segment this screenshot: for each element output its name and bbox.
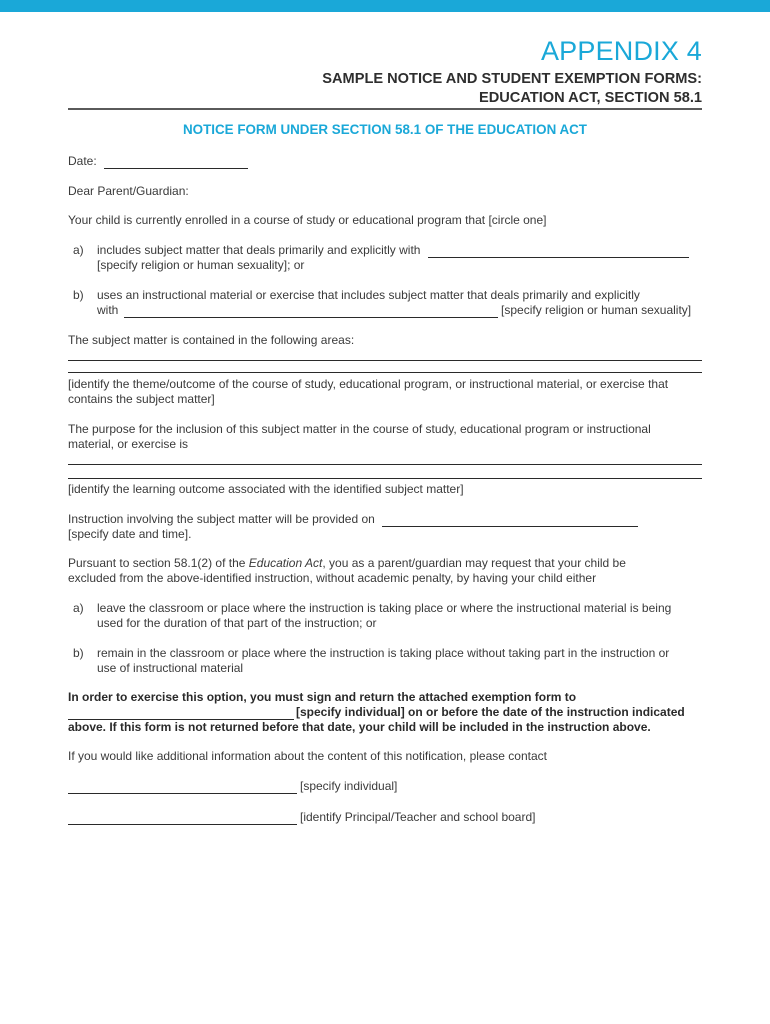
choice-b-line-2: use of instructional material [97,661,244,675]
choice-b-letter: b) [73,646,84,660]
areas-note-line-2: contains the subject matter] [68,392,215,406]
contact-individual-label: [specify individual] [300,779,398,793]
areas-label: The subject matter is contained in the following areas: [68,333,355,347]
return-instruction-line-1: In order to exercise this option, you must sign and return the attached exemption form to [68,690,577,704]
contact-principal-label: [identify Principal/Teacher and school board] [300,810,536,824]
option-a-line-2: [specify religion or human sexuality]; or [97,258,305,272]
instruction-line-2: [specify date and time]. [68,527,192,541]
purpose-note: [identify the learning outcome associated with the identified subject matter] [68,482,464,496]
contact-individual-blank-field[interactable] [68,781,297,794]
education-act-reference: Education Act [248,556,323,570]
contact-individual-row [68,779,397,794]
pursuant-post: , you as a parent/guardian may request that your child be [322,556,626,570]
instruction-text: Instruction involving the subject matter will be provided on [68,512,375,526]
top-accent-bar [0,0,770,12]
return-instruction-text: [specify individual] on or before the date of the instruction indicated [296,705,685,719]
choice-a-line-1: leave the classroom or place where the instruction is taking place or where the instructional material is being [97,601,672,615]
areas-blank-line-1[interactable] [68,360,702,361]
option-b-letter: b) [73,288,84,302]
choice-a-letter: a) [73,601,84,615]
option-a-letter: a) [73,243,84,257]
option-b-line-1: uses an instructional material or exercise that includes subject matter that deals primarily and explicitly [97,288,640,302]
heading-line-2: EDUCATION ACT, SECTION 58.1 [479,90,702,106]
option-a-text: includes subject matter that deals primarily and explicitly with [97,243,421,257]
return-to-blank-field[interactable] [68,707,294,720]
date-row [68,154,248,169]
intro-text: Your child is currently enrolled in a course of study or educational program that [circle one] [68,213,547,227]
option-a-line-1 [97,243,689,258]
option-b-line-2 [97,303,691,318]
instruction-date-blank-field[interactable] [382,514,638,527]
contact-principal-row [68,810,535,825]
choice-a-line-2: used for the duration of that part of the instruction; or [97,616,377,630]
purpose-blank-line-2[interactable] [68,478,702,479]
option-b-with: with [97,303,119,317]
pursuant-line-1 [68,556,626,571]
heading-line-1: SAMPLE NOTICE AND STUDENT EXEMPTION FORMS: [322,71,702,87]
purpose-blank-line-1[interactable] [68,464,702,465]
return-instruction-line-2 [68,705,685,720]
option-b-blank-field[interactable] [124,305,498,318]
choice-b-line-1: remain in the classroom or place where the instruction is taking place without taking part in the instruction or [97,646,670,660]
pursuant-line-2: excluded from the above-identified instruction, without academic penalty, by having your child either [68,571,597,585]
return-instruction-line-3: above. If this form is not returned before that date, your child will be included in the instruction above. [68,720,651,734]
purpose-line-1: The purpose for the inclusion of this subject matter in the course of study, educational program or instructional [68,422,651,436]
instruction-line-1 [68,512,638,527]
appendix-label: APPENDIX 4 [540,36,702,66]
option-a-blank-field[interactable] [428,245,689,258]
notice-title: NOTICE FORM UNDER SECTION 58.1 OF THE EDUCATION ACT [183,122,587,137]
purpose-line-2: material, or exercise is [68,437,189,451]
date-blank-field[interactable] [104,156,248,169]
contact-principal-blank-field[interactable] [68,812,297,825]
heading-divider [68,108,702,110]
areas-blank-line-2[interactable] [68,372,702,373]
areas-note-line-1: [identify the theme/outcome of the course of study, educational program, or instructional material, or exercise that [68,377,669,391]
date-label: Date: [68,154,97,168]
document-heading [322,70,702,108]
pursuant-pre: Pursuant to section 58.1(2) of the [68,556,249,570]
contact-text: If you would like additional information about the content of this notification, please contact [68,749,547,763]
salutation: Dear Parent/Guardian: [68,184,189,198]
option-b-specify: [specify religion or human sexuality] [501,303,692,317]
